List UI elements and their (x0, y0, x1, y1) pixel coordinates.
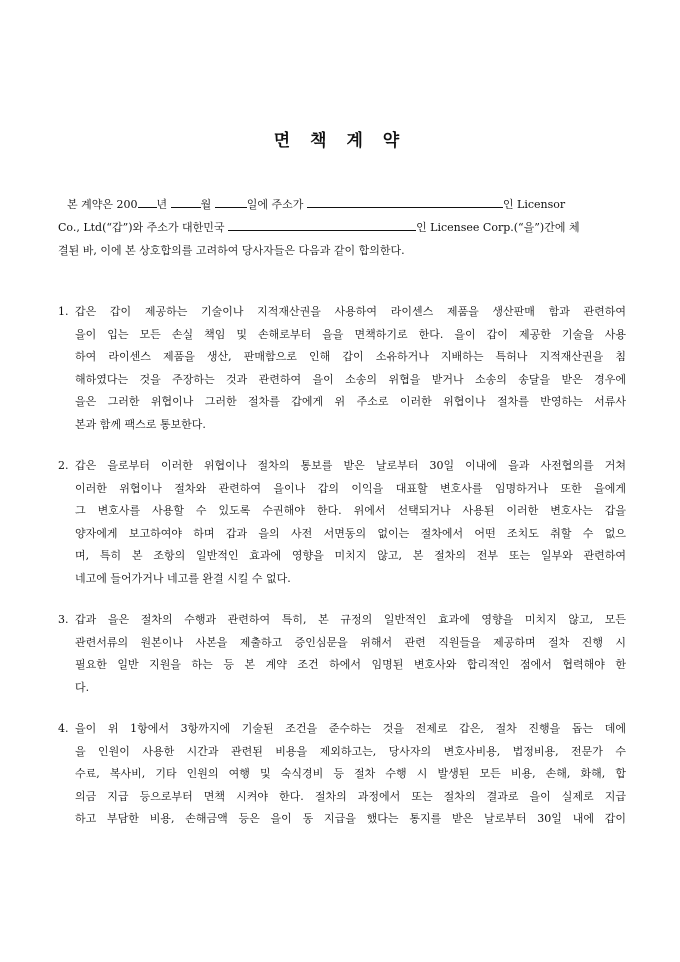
clause-line: 며, 특히 본 조항의 일반적인 효과에 영향을 미치지 않고, 본 절차의 전부 또는 일부와 관련하여 (75, 549, 626, 563)
clause-line: 네고에 들어가거나 네고를 완결 시킬 수 없다. (75, 571, 291, 585)
clause-line: 갑과 을은 절차의 수행과 관련하여 특히, 본 규정의 일반적인 효과에 영향을 미치지 않고, 모든 (75, 613, 626, 626)
clause-2 (58, 455, 626, 591)
clause-line: 을은 그러한 위협이나 그러한 절차를 갑에게 위 주소로 이러한 위협이나 절차를 반영하는 서류사 (75, 395, 626, 409)
preamble-text: 월 (200, 198, 212, 211)
clause-number: 3. (58, 613, 69, 626)
clause-line: 수료, 복사비, 기타 인원의 여행 및 숙식경비 등 절차 수행 시 발생된 모든 비용, 손해, 화해, 합 (75, 767, 626, 781)
preamble-text: 인 Licensor (502, 198, 566, 211)
clause-line: 의금 지급 등으로부터 면책 시켜야 한다. 절차의 과정에서 또는 절차의 결과로 을이 실제로 지급 (75, 789, 626, 803)
preamble-line-3: 결된 바, 이에 본 상호합의를 고려하여 당사자들은 다음과 같이 합의한다. (58, 244, 405, 257)
preamble-text: Co., Ltd(“갑”)와 주소가 대한민국 (58, 221, 225, 234)
clause-line: 다. (75, 680, 90, 694)
clause-line: 그 변호사를 사용할 수 있도록 수권해야 한다. 위에서 선택되거나 사용된 이러한 변호사는 갑을 (75, 504, 626, 518)
preamble (58, 193, 623, 262)
year-blank (138, 197, 157, 208)
clause-line: 해하였다는 것을 주장하는 것과 관련하여 을이 소송의 위협을 받거나 소송의 송달을 받은 경우에 (75, 372, 626, 386)
preamble-line-2 (58, 216, 623, 239)
preamble-line-1 (58, 193, 623, 216)
clause-line: 하고 부담한 비용, 손해금액 등은 을이 동 지급을 했다는 통지를 받은 날로부터 30일 내에 갑이 (75, 812, 626, 826)
clause-1 (58, 301, 626, 437)
clause-line: 을이 입는 모든 손실 책임 및 손해로부터 을을 면책하기로 한다. 을이 갑이 제공한 기술을 사용 (75, 327, 626, 341)
preamble-text: 본 계약은 200 (67, 198, 138, 211)
licensor-address-blank (307, 197, 503, 208)
clause-number: 2. (58, 459, 69, 472)
day-blank (215, 197, 247, 208)
clause-number: 1. (58, 305, 69, 318)
clause-line: 갑은 갑이 제공하는 기술이나 지적재산권을 사용하여 라이센스 제품을 생산판매 함과 관련하여 (75, 305, 626, 318)
clause-line: 이러한 위협이나 절차와 관련하여 을이나 갑의 이익을 대표할 변호사를 임명하거나 또한 을에게 (75, 481, 626, 495)
preamble-text: 인 Licensee Corp.(“을”)간에 체 (416, 221, 580, 234)
clause-line: 하여 라이센스 제품을 생산, 판매함으로 인해 갑이 소유하거나 지배하는 특허나 지적재산권을 침 (75, 350, 626, 364)
clause-number: 4. (58, 722, 69, 735)
clause-line: 양자에게 보고하여야 하며 갑과 을의 사전 서면동의 없이는 절차에서 어떤 조치도 취할 수 없으 (75, 526, 626, 540)
month-blank (171, 197, 201, 208)
clause-line: 필요한 일반 지원을 하는 등 본 계약 조건 하에서 임명된 변호사와 합리적인 점에서 협력해야 한 (75, 658, 626, 672)
preamble-text: 년 (156, 198, 168, 211)
clause-line: 을이 위 1항에서 3항까지에 기술된 조건을 준수하는 것을 전제로 갑은, 절차 진행을 돕는 데에 (75, 722, 626, 735)
clause-3 (58, 609, 626, 699)
document-title: 면 책 계 약 (273, 131, 407, 151)
clause-line: 본과 함께 팩스로 통보한다. (75, 417, 206, 431)
clause-line: 을 인원이 사용한 시간과 관련된 비용을 제외하고는, 당사자의 변호사비용, 법정비용, 전문가 수 (75, 744, 626, 758)
licensee-address-blank (228, 220, 416, 231)
preamble-text: 일에 주소가 (246, 198, 304, 211)
clause-line: 관련서류의 원본이나 사본을 제출하고 증인심문을 위해서 관련 직원들을 제공하며 절차 진행 시 (75, 635, 626, 649)
clause-4 (58, 718, 626, 831)
clause-line: 갑은 을로부터 이러한 위협이나 절차의 통보를 받은 날로부터 30일 이내에 을과 사전협의를 거쳐 (75, 459, 626, 472)
